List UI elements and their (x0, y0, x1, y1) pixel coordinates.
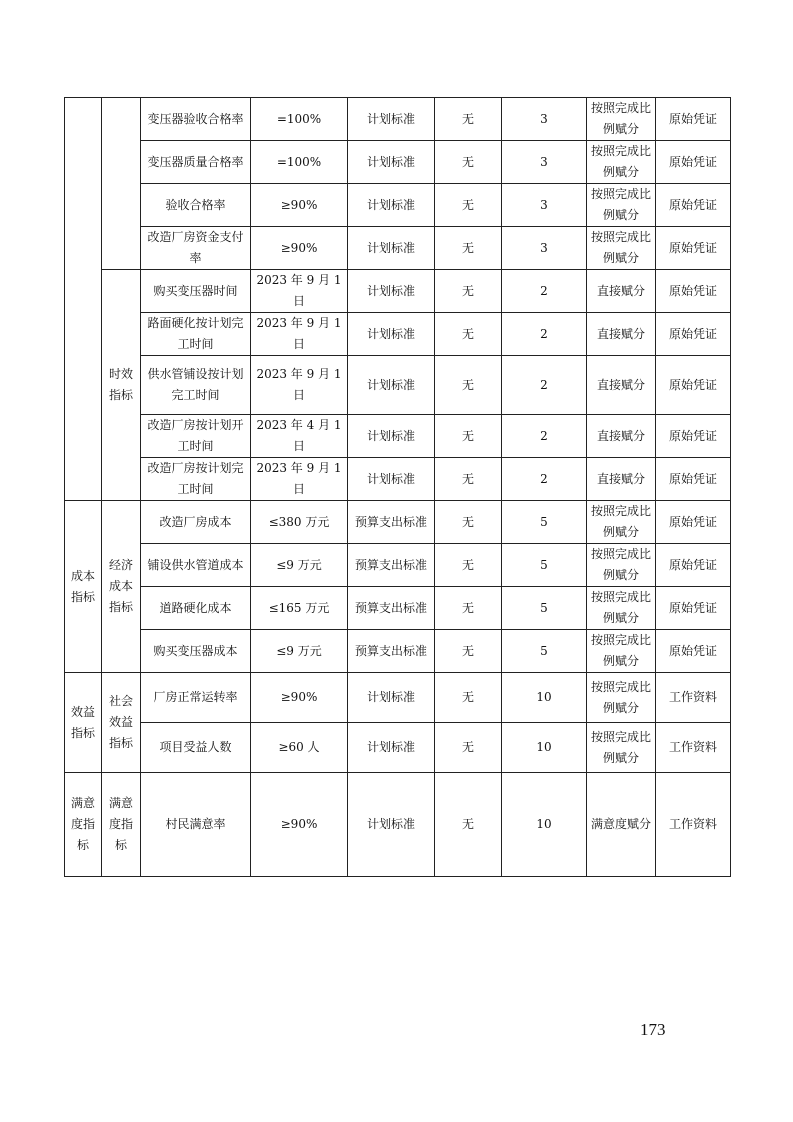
indicator-adjust: 无 (435, 673, 502, 723)
indicator-adjust: 无 (435, 415, 502, 458)
level1-cost: 成本指标 (65, 501, 102, 673)
level1-satisfaction: 满意度指标 (65, 773, 102, 877)
indicator-score: 3 (502, 227, 587, 270)
indicator-evidence: 原始凭证 (656, 630, 731, 673)
indicator-score: 2 (502, 356, 587, 415)
indicator-method: 按照完成比例赋分 (587, 723, 656, 773)
indicator-name: 路面硬化按计划完工时间 (141, 313, 251, 356)
indicator-value: 2023 年 9 月 1 日 (251, 458, 348, 501)
table-row (65, 415, 731, 458)
table-row (65, 270, 731, 313)
table-row (65, 501, 731, 544)
table-row (65, 98, 731, 141)
indicator-score: 5 (502, 630, 587, 673)
indicator-basis: 计划标准 (348, 141, 435, 184)
page-number: 173 (640, 1020, 666, 1039)
indicator-adjust: 无 (435, 587, 502, 630)
indicator-evidence: 工作资料 (656, 673, 731, 723)
indicator-basis: 计划标准 (348, 458, 435, 501)
indicator-basis: 计划标准 (348, 356, 435, 415)
indicator-score: 2 (502, 458, 587, 501)
indicator-basis: 计划标准 (348, 227, 435, 270)
indicator-score: 10 (502, 673, 587, 723)
level2-cell-empty (102, 98, 141, 270)
indicator-score: 2 (502, 415, 587, 458)
level2-satisfaction: 满意度指标 (102, 773, 141, 877)
indicator-method: 直接赋分 (587, 270, 656, 313)
indicator-score: 10 (502, 723, 587, 773)
indicator-name: 验收合格率 (141, 184, 251, 227)
indicator-method: 按照完成比例赋分 (587, 184, 656, 227)
indicator-basis: 计划标准 (348, 773, 435, 877)
indicator-adjust: 无 (435, 356, 502, 415)
performance-indicator-table (64, 97, 731, 877)
indicator-score: 3 (502, 141, 587, 184)
indicator-evidence: 原始凭证 (656, 141, 731, 184)
indicator-score: 5 (502, 501, 587, 544)
indicator-adjust: 无 (435, 313, 502, 356)
indicator-adjust: 无 (435, 141, 502, 184)
indicator-method: 按照完成比例赋分 (587, 98, 656, 141)
table-row (65, 313, 731, 356)
table-row (65, 723, 731, 773)
indicator-value: 2023 年 9 月 1 日 (251, 313, 348, 356)
indicator-method: 按照完成比例赋分 (587, 673, 656, 723)
indicator-value: ≤9 万元 (251, 544, 348, 587)
level2-timeliness: 时效指标 (102, 270, 141, 501)
indicator-value: ≤9 万元 (251, 630, 348, 673)
indicator-evidence: 原始凭证 (656, 270, 731, 313)
indicator-method: 按照完成比例赋分 (587, 227, 656, 270)
indicator-evidence: 原始凭证 (656, 356, 731, 415)
table-row (65, 630, 731, 673)
indicator-basis: 计划标准 (348, 184, 435, 227)
indicator-basis: 计划标准 (348, 723, 435, 773)
indicator-basis: 预算支出标准 (348, 544, 435, 587)
indicator-basis: 计划标准 (348, 673, 435, 723)
indicator-basis: 预算支出标准 (348, 501, 435, 544)
indicator-value: 2023 年 9 月 1 日 (251, 356, 348, 415)
indicator-name: 铺设供水管道成本 (141, 544, 251, 587)
indicator-adjust: 无 (435, 544, 502, 587)
indicator-value: =100% (251, 98, 348, 141)
indicator-basis: 预算支出标准 (348, 630, 435, 673)
indicator-evidence: 原始凭证 (656, 544, 731, 587)
indicator-basis: 预算支出标准 (348, 587, 435, 630)
indicator-name: 道路硬化成本 (141, 587, 251, 630)
indicator-adjust: 无 (435, 270, 502, 313)
indicator-adjust: 无 (435, 227, 502, 270)
table-row (65, 458, 731, 501)
indicator-evidence: 原始凭证 (656, 415, 731, 458)
indicator-value: =100% (251, 141, 348, 184)
indicator-value: ≥90% (251, 673, 348, 723)
indicator-method: 按照完成比例赋分 (587, 544, 656, 587)
indicator-method: 直接赋分 (587, 356, 656, 415)
indicator-evidence: 原始凭证 (656, 501, 731, 544)
level1-benefit: 效益指标 (65, 673, 102, 773)
indicator-evidence: 原始凭证 (656, 458, 731, 501)
indicator-adjust: 无 (435, 458, 502, 501)
indicator-evidence: 原始凭证 (656, 313, 731, 356)
indicator-score: 5 (502, 544, 587, 587)
indicator-score: 5 (502, 587, 587, 630)
indicator-value: ≥90% (251, 184, 348, 227)
indicator-value: ≤165 万元 (251, 587, 348, 630)
indicator-name: 厂房正常运转率 (141, 673, 251, 723)
indicator-basis: 计划标准 (348, 415, 435, 458)
indicator-score: 3 (502, 184, 587, 227)
indicator-method: 按照完成比例赋分 (587, 587, 656, 630)
indicator-name: 改造厂房按计划开工时间 (141, 415, 251, 458)
indicator-adjust: 无 (435, 773, 502, 877)
indicator-value: 2023 年 4 月 1 日 (251, 415, 348, 458)
indicator-name: 购买变压器成本 (141, 630, 251, 673)
indicator-score: 10 (502, 773, 587, 877)
indicator-score: 2 (502, 270, 587, 313)
indicator-value: ≤380 万元 (251, 501, 348, 544)
table-row (65, 544, 731, 587)
indicator-name: 变压器验收合格率 (141, 98, 251, 141)
indicator-value: 2023 年 9 月 1 日 (251, 270, 348, 313)
indicator-evidence: 工作资料 (656, 773, 731, 877)
indicator-name: 购买变压器时间 (141, 270, 251, 313)
indicator-value: ≥90% (251, 773, 348, 877)
indicator-score: 2 (502, 313, 587, 356)
table-row (65, 141, 731, 184)
indicator-method: 按照完成比例赋分 (587, 141, 656, 184)
table-row (65, 184, 731, 227)
indicator-adjust: 无 (435, 501, 502, 544)
indicator-evidence: 原始凭证 (656, 227, 731, 270)
indicator-adjust: 无 (435, 98, 502, 141)
indicator-name: 改造厂房资金支付率 (141, 227, 251, 270)
indicator-method: 直接赋分 (587, 415, 656, 458)
indicator-basis: 计划标准 (348, 98, 435, 141)
indicator-method: 按照完成比例赋分 (587, 630, 656, 673)
table-row (65, 773, 731, 877)
indicator-method: 直接赋分 (587, 458, 656, 501)
indicator-method: 直接赋分 (587, 313, 656, 356)
indicator-basis: 计划标准 (348, 313, 435, 356)
indicator-value: ≥60 人 (251, 723, 348, 773)
indicator-value: ≥90% (251, 227, 348, 270)
indicator-method: 按照完成比例赋分 (587, 501, 656, 544)
indicator-evidence: 原始凭证 (656, 98, 731, 141)
table-row (65, 587, 731, 630)
indicator-name: 供水管铺设按计划完工时间 (141, 356, 251, 415)
indicator-adjust: 无 (435, 184, 502, 227)
table-row (65, 673, 731, 723)
indicator-name: 村民满意率 (141, 773, 251, 877)
level1-cell-empty (65, 98, 102, 501)
indicator-name: 变压器质量合格率 (141, 141, 251, 184)
indicator-evidence: 工作资料 (656, 723, 731, 773)
indicator-basis: 计划标准 (348, 270, 435, 313)
indicator-adjust: 无 (435, 723, 502, 773)
indicator-name: 项目受益人数 (141, 723, 251, 773)
indicator-name: 改造厂房按计划完工时间 (141, 458, 251, 501)
table-row (65, 356, 731, 415)
indicator-score: 3 (502, 98, 587, 141)
indicator-evidence: 原始凭证 (656, 587, 731, 630)
indicator-name: 改造厂房成本 (141, 501, 251, 544)
table-row (65, 227, 731, 270)
indicator-method: 满意度赋分 (587, 773, 656, 877)
level2-economic-cost: 经济成本指标 (102, 501, 141, 673)
indicator-adjust: 无 (435, 630, 502, 673)
indicator-evidence: 原始凭证 (656, 184, 731, 227)
level2-social-benefit: 社会效益指标 (102, 673, 141, 773)
